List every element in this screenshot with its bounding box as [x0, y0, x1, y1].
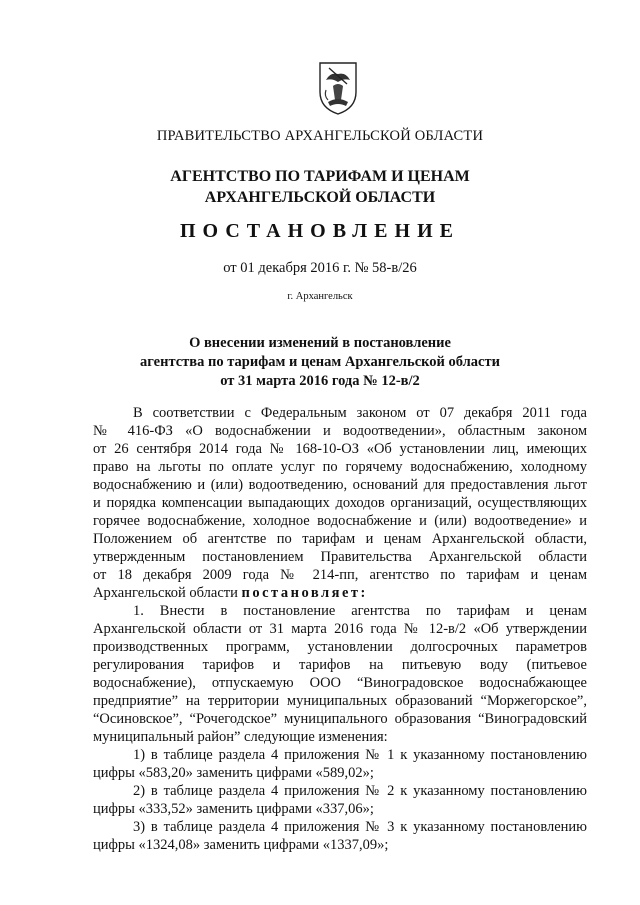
body-line: Положением об агентстве по тарифам и ценам Архангельской области,: [93, 531, 587, 547]
body-line: предприятие” на территории муниципальных образований “Моржегорское”,: [93, 693, 587, 709]
date-number: от 01 декабря 2016 г. № 58-в/26: [223, 260, 417, 276]
agency-name-line1: АГЕНТСТВО ПО ТАРИФАМ И ЦЕНАМ: [170, 168, 470, 185]
body-line: от 18 декабря 2009 года № 214-пп, агентство по тарифам и ценам: [93, 567, 587, 583]
body-line: производственных программ, установлении долгосрочных параметров: [93, 639, 587, 655]
subject-line2: агентства по тарифам и ценам Архангельской области: [140, 354, 500, 370]
body-line: 3) в таблице раздела 4 приложения № 3 к указанному постановлению: [133, 819, 587, 835]
body-line: регулирования тарифов и тарифов на питьевую воду (питьевое: [93, 657, 587, 673]
body-line: муниципальный район” следующие изменения:: [93, 729, 388, 745]
body-line: и порядка компенсации выпадающих доходов организаций, осуществляющих: [93, 495, 587, 511]
body-line: утвержденным постановлением Правительства Архангельской области: [93, 549, 587, 565]
body-line: Архангельской области: [93, 585, 238, 601]
body-line: водоснабжению и (или) водоотведению, оснований для предоставления льгот: [93, 477, 587, 493]
subject-title: [0, 334, 640, 391]
body-line: горячее водоснабжение, холодное водоснабжение и (или) водоотведение» и: [93, 513, 587, 529]
body-line: “Осиновское”, “Рочегодское” муниципального образования “Виноградовский: [93, 711, 587, 727]
subject-line3: от 31 марта 2016 года № 12-в/2: [220, 373, 420, 389]
agency-name: [0, 166, 640, 208]
body-line: 1. Внести в постановление агентства по тарифам и ценам: [133, 603, 587, 619]
body-line: 1) в таблице раздела 4 приложения № 1 к указанному постановлению: [133, 747, 587, 763]
body-line: Архангельской области от 31 марта 2016 года № 12-в/2 «Об утверждении: [93, 621, 587, 637]
body-line: водоснабжение), отпускаемую ООО “Виноградовское водоснабжающее: [93, 675, 587, 691]
coat-of-arms-icon: [316, 60, 360, 116]
body-line: цифры «333,52» заменить цифрами «337,06»;: [93, 801, 374, 817]
government-name: ПРАВИТЕЛЬСТВО АРХАНГЕЛЬСКОЙ ОБЛАСТИ: [156, 128, 484, 144]
subject-line1: О внесении изменений в постановление: [189, 335, 451, 351]
body-line: право на льготы по оплате услуг по горячему водоснабжению, холодному: [93, 459, 587, 475]
city: г. Архангельск: [287, 291, 353, 302]
body-line-with-decree: [93, 584, 368, 602]
document-type: ПОСТАНОВЛЕНИЕ: [180, 220, 460, 242]
body-line: цифры «1324,08» заменить цифрами «1337,09»;: [93, 837, 389, 853]
body-line: № 416-ФЗ «О водоснабжении и водоотведении», областным законом: [93, 423, 587, 439]
body-line: от 26 сентября 2014 года № 168-10-ОЗ «Об установлении лиц, имеющих: [93, 441, 587, 457]
body-line: цифры «583,20» заменить цифрами «589,02»;: [93, 765, 374, 781]
agency-name-line2: АРХАНГЕЛЬСКОЙ ОБЛАСТИ: [204, 189, 436, 206]
body-line: В соответствии с Федеральным законом от 07 декабря 2011 года: [133, 405, 587, 421]
body-line: 2) в таблице раздела 4 приложения № 2 к указанному постановлению: [133, 783, 587, 799]
decree-keyword: постановляет:: [241, 585, 368, 601]
